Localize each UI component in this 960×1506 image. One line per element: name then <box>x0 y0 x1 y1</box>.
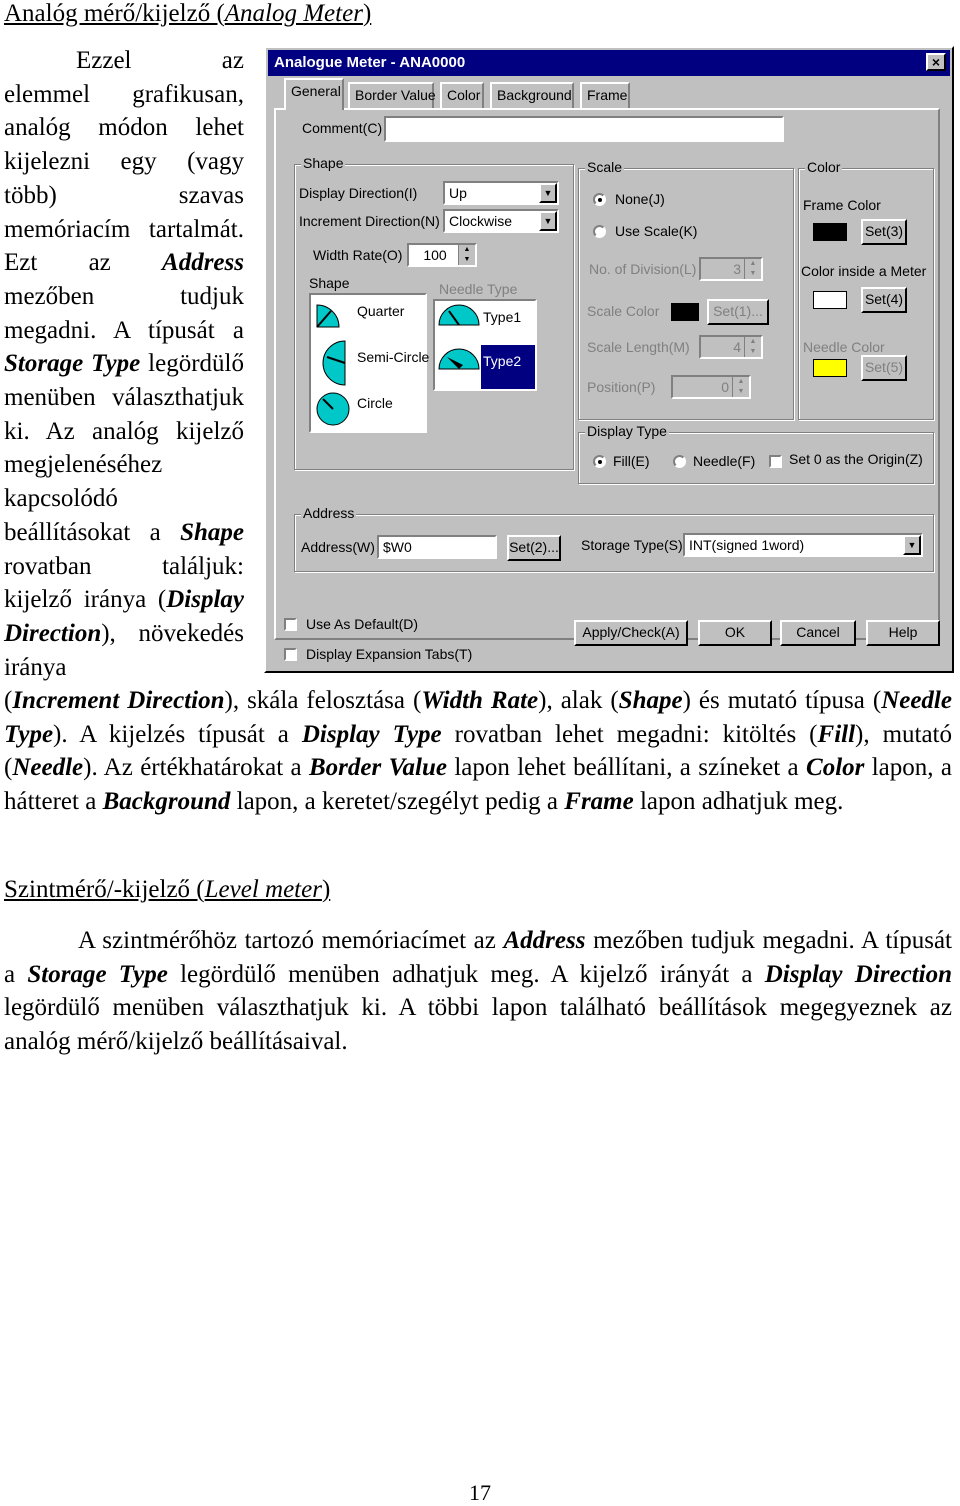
text-run: ). Az értékhatárokat a <box>83 754 309 782</box>
shape-group <box>294 155 574 470</box>
emphasis-term: Needle <box>12 754 84 782</box>
tab-frame[interactable]: Frame <box>580 82 630 108</box>
inside-color-button[interactable]: Set(4) <box>861 287 907 313</box>
text-run: legördülő menüben adhatjuk meg. A kijelző irányát a <box>167 960 765 988</box>
address-group-title: Address <box>303 505 355 521</box>
chevron-down-icon[interactable]: ▼ <box>539 211 557 231</box>
emphasis-term: Frame <box>564 788 634 816</box>
needle-color-button[interactable]: Set(5) <box>861 355 907 381</box>
close-icon[interactable]: × <box>926 53 946 71</box>
emphasis-term: Width Rate <box>421 687 539 714</box>
tab-color[interactable]: Color <box>440 82 484 108</box>
address-input[interactable]: $W0 <box>377 535 497 559</box>
emphasis-term: Display Direction <box>764 960 952 988</box>
origin-label: Set 0 as the Origin(Z) <box>789 451 923 467</box>
needle-type-label: Needle Type <box>439 281 518 297</box>
text-run: A szintmérőhöz tartozó memóriacímet az <box>78 927 504 954</box>
color-group-title: Color <box>807 159 841 175</box>
analogue-meter-dialog <box>264 46 954 673</box>
chevron-down-icon[interactable]: ▼ <box>539 183 557 203</box>
width-rate-label: Width Rate(O) <box>313 247 403 263</box>
ok-button[interactable]: OK <box>698 620 772 646</box>
tab-general[interactable]: General <box>284 78 344 110</box>
address-label: Address(W) <box>301 539 375 555</box>
text-run: lapon, a keretet/szegélyt pedig a <box>230 788 565 816</box>
expansion-tabs-checkbox[interactable] <box>284 648 297 661</box>
needle-item-type1[interactable]: Type1 <box>483 309 522 325</box>
needle-icons <box>437 303 481 389</box>
text-run: ), alak ( <box>538 687 619 714</box>
emphasis-term: Display Direction <box>4 586 244 647</box>
divisions-stepper[interactable]: 3 ▲ ▼ <box>699 257 763 281</box>
width-rate-stepper[interactable]: 100 ▲ ▼ <box>407 243 477 267</box>
cancel-button[interactable]: Cancel <box>780 620 856 646</box>
general-tab-page <box>274 108 940 640</box>
text-run: lapon lehet beállítani, a színeket a <box>446 754 807 782</box>
emphasis-term: Background <box>102 788 231 816</box>
address-group <box>294 505 934 572</box>
display-direction-select[interactable]: Up ▼ <box>443 181 559 205</box>
divisions-label: No. of Division(L) <box>589 261 697 277</box>
emphasis-term: Fill <box>817 720 856 748</box>
needle-type-listbox[interactable] <box>433 299 537 391</box>
display-type-group <box>578 423 934 484</box>
heading-level-meter: Szintmérő/-kijelző (Level meter) <box>4 876 331 903</box>
needle-radio[interactable] <box>673 455 686 468</box>
shape-icons <box>313 299 353 429</box>
scale-color-label: Scale Color <box>587 303 660 319</box>
text-run: lapon adhatjuk meg. <box>633 788 844 816</box>
page-number: 17 <box>469 1480 491 1505</box>
emphasis-term: Needle Type <box>4 687 952 748</box>
shape-item-circle[interactable]: Circle <box>357 395 393 411</box>
storage-type-select[interactable]: INT(signed 1word) ▼ <box>683 533 923 557</box>
scale-none-radio[interactable] <box>593 193 606 206</box>
comment-input[interactable] <box>384 116 784 142</box>
scale-length-stepper[interactable]: 4 ▲ ▼ <box>699 335 763 359</box>
text-run: rovatban lehet megadni: kitöltés ( <box>441 720 818 748</box>
use-scale-label: Use Scale(K) <box>615 223 698 239</box>
emphasis-term: Storage Type <box>4 350 141 378</box>
text-run: ( <box>4 687 13 714</box>
emphasis-term: Storage Type <box>27 960 168 988</box>
semi-circle-meter-icon <box>323 341 345 385</box>
color-group <box>798 159 934 420</box>
inside-color-swatch <box>813 291 847 309</box>
spin-arrows-icon[interactable]: ▲ ▼ <box>744 337 761 357</box>
scale-color-swatch <box>671 303 699 321</box>
needle-color-label: Needle Color <box>803 339 885 355</box>
shape-listbox[interactable] <box>309 293 430 433</box>
emphasis-term: Address <box>503 927 586 954</box>
text-run: Ezzel az elemmel grafikusan, analóg módon lehet kijelezni egy (vagy több) szavas memóriacím tartalmát. Ezt az <box>4 47 244 277</box>
fill-radio[interactable] <box>593 455 606 468</box>
needle-label: Needle(F) <box>693 453 756 469</box>
dialog-titlebar <box>268 50 950 76</box>
text-run: ), mutató ( <box>4 720 953 782</box>
text-run: ) és mutató típusa ( <box>682 687 882 714</box>
shape-list-label: Shape <box>309 275 350 291</box>
scale-none-label: None(J) <box>615 191 665 207</box>
text-run: mezőben tudjuk megadni. A típusát a <box>4 282 244 344</box>
continued-paragraph <box>4 684 952 819</box>
level-meter-paragraph <box>4 924 952 1059</box>
position-label: Position(P) <box>587 379 656 395</box>
emphasis-term: Shape <box>180 518 244 546</box>
text-run: rovatban találjuk: kijelző iránya ( <box>4 552 244 614</box>
scale-group <box>578 159 794 420</box>
intro-paragraph <box>4 44 244 684</box>
emphasis-term: Increment Direction <box>12 687 225 714</box>
increment-direction-select[interactable]: Clockwise ▼ <box>443 209 559 233</box>
emphasis-term: Border Value <box>309 754 447 782</box>
text-run: lapon, a hátteret a <box>4 754 952 816</box>
scale-length-label: Scale Length(M) <box>587 339 690 355</box>
position-stepper[interactable]: 0 ▲ ▼ <box>671 375 751 399</box>
tab-background[interactable]: Background <box>490 82 574 108</box>
frame-color-label: Frame Color <box>803 197 881 213</box>
display-type-group-title: Display Type <box>587 423 667 439</box>
needle-color-swatch <box>813 359 847 377</box>
spin-arrows-icon[interactable]: ▲ ▼ <box>744 259 761 279</box>
emphasis-term: Address <box>162 249 244 277</box>
text-run: ), skála felosztása ( <box>224 687 422 714</box>
origin-checkbox[interactable] <box>769 455 782 468</box>
spin-arrows-icon[interactable]: ▲ ▼ <box>458 245 475 265</box>
chevron-down-icon[interactable]: ▼ <box>903 535 921 555</box>
text-run: mezőben tudjuk megadni. A típusát a <box>4 927 953 988</box>
comment-label: Comment(C) <box>302 120 383 136</box>
shape-item-quarter[interactable]: Quarter <box>357 303 405 319</box>
use-default-label: Use As Default(D) <box>306 616 419 632</box>
frame-color-button[interactable]: Set(3) <box>861 219 907 245</box>
scale-group-title: Scale <box>587 159 623 175</box>
emphasis-term: Color <box>806 754 865 782</box>
text-run: legördülő menüben választhatjuk ki. Az analóg kijelző megjelenéséhez kapcsolódó beállításokat a <box>4 350 244 546</box>
address-set-button[interactable]: Set(2)... <box>507 535 561 561</box>
tab-border-value[interactable]: Border Value <box>348 82 434 108</box>
needle-item-type2[interactable]: Type2 <box>481 345 535 389</box>
apply-check-button[interactable]: Apply/Check(A) <box>574 620 688 646</box>
storage-type-label: Storage Type(S) <box>581 537 683 553</box>
heading-analog-meter: Analóg mérő/kijelző (Analog Meter) <box>4 0 372 27</box>
emphasis-term: Display Type <box>301 720 442 748</box>
frame-color-swatch <box>813 223 847 241</box>
expansion-tabs-label: Display Expansion Tabs(T) <box>306 646 473 662</box>
spin-arrows-icon[interactable]: ▲ ▼ <box>732 377 749 397</box>
needle-type1-icon <box>439 305 479 325</box>
shape-group-title: Shape <box>303 155 344 171</box>
help-button[interactable]: Help <box>866 620 940 646</box>
shape-item-semi-circle[interactable]: Semi-Circle <box>357 349 430 365</box>
text-run: ). A kijelzés típusát a <box>53 720 302 748</box>
use-scale-radio[interactable] <box>593 225 606 238</box>
dialog-title: Analogue Meter - ANA0000 <box>274 54 466 71</box>
fill-label: Fill(E) <box>613 453 650 469</box>
inside-color-label: Color inside a Meter <box>801 263 927 279</box>
text-run: ), növekedés iránya <box>4 619 244 681</box>
use-default-checkbox[interactable] <box>284 618 297 631</box>
scale-color-button[interactable]: Set(1)... <box>707 299 769 325</box>
increment-direction-label: Increment Direction(N) <box>299 213 440 229</box>
text-run: legördülő menüben választhatjuk ki. A többi lapon található beállítások megegyeznek az analóg mérő/kijelző beállításaival. <box>4 994 952 1056</box>
display-direction-label: Display Direction(I) <box>299 185 418 201</box>
emphasis-term: Shape <box>618 687 683 714</box>
